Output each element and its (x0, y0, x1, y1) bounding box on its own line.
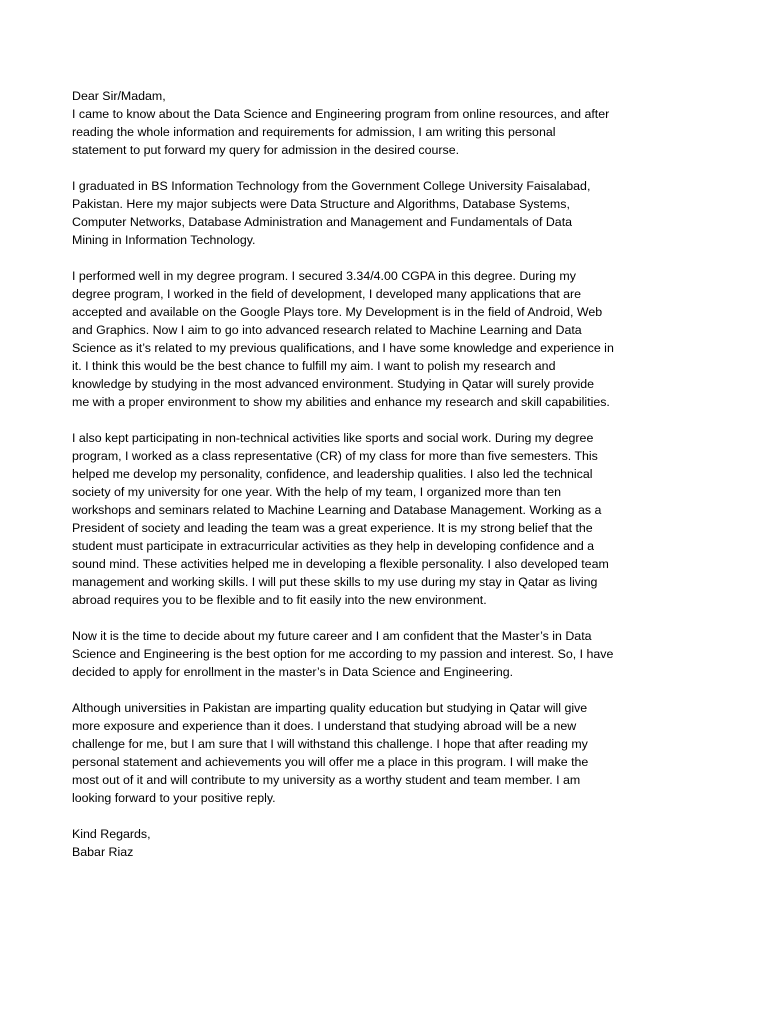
signature-name: Babar Riaz (72, 845, 134, 859)
text-line: reading the whole information and requirements for admission, I am writing this personal (72, 125, 556, 139)
text-line: I graduated in BS Information Technology from the Government College University Faisalabad, (72, 179, 591, 193)
text-line: I came to know about the Data Science and Engineering program from online resources, and after (72, 107, 610, 121)
text-line: it. I think this would be the best chance to fulfill my aim. I want to polish my research and (72, 359, 556, 373)
text-line: program, I worked as a class representative (CR) of my class for more than five semesters. This (72, 449, 598, 463)
text-line: President of society and leading the team was a great experience. It is my strong belief that the (72, 521, 593, 535)
text-line: Mining in Information Technology. (72, 233, 256, 247)
text-line: Although universities in Pakistan are imparting quality education but studying in Qatar will give (72, 701, 588, 715)
text-line: workshops and seminars related to Machine Learning and Database Management. Working as a (72, 503, 602, 517)
text-line: and Graphics. Now I aim to go into advanced research related to Machine Learning and Data (72, 323, 582, 337)
text-line: student must participate in extracurricular activities as they help in developing confidence and a (72, 539, 595, 553)
text-line: me with a proper environment to show my abilities and enhance my research and skill capabilities. (72, 395, 610, 409)
paragraph-career (72, 627, 697, 681)
text-line: looking forward to your positive reply. (72, 791, 276, 805)
text-line: Pakistan. Here my major subjects were Data Structure and Algorithms, Database Systems, (72, 197, 570, 211)
paragraph-education (72, 177, 697, 249)
text-line: sound mind. These activities helped me in developing a flexible personality. I also developed team (72, 557, 609, 571)
paragraph-conclusion (72, 699, 697, 807)
closing: Kind Regards, (72, 827, 151, 841)
text-line: Computer Networks, Database Administration and Management and Fundamentals of Data (72, 215, 573, 229)
text-line: management and working skills. I will put these skills to my use during my stay in Qatar as living (72, 575, 598, 589)
text-line: degree program, I worked in the field of development, I developed many applications that are (72, 287, 582, 301)
text-line: most out of it and will contribute to my university as a worthy student and team member. I am (72, 773, 581, 787)
text-line: decided to apply for enrollment in the master’s in Data Science and Engineering. (72, 665, 514, 679)
text-line: I also kept participating in non-technical activities like sports and social work. During my degree (72, 431, 594, 445)
text-line: abroad requires you to be flexible and to fit easily into the new environment. (72, 593, 487, 607)
paragraph-activities (72, 429, 697, 609)
text-line: Science as it’s related to my previous qualifications, and I have some knowledge and experience in (72, 341, 614, 355)
paragraph-intro (72, 105, 697, 159)
text-line: helped me develop my personality, confidence, and leadership qualities. I also led the technical (72, 467, 593, 481)
salutation: Dear Sir/Madam, (72, 89, 166, 103)
text-line: society of my university for one year. With the help of my team, I organized more than ten (72, 485, 561, 499)
text-line: Now it is the time to decide about my future career and I am confident that the Master’s in Data (72, 629, 592, 643)
text-line: personal statement and achievements you will offer me a place in this program. I will make the (72, 755, 589, 769)
text-line: more exposure and experience than it does. I understand that studying abroad will be a new (72, 719, 577, 733)
text-line: accepted and available on the Google Plays tore. My Development is in the field of Android, Web (72, 305, 603, 319)
paragraph-performance (72, 267, 697, 411)
text-line: I performed well in my degree program. I secured 3.34/4.00 CGPA in this degree. During my (72, 269, 576, 283)
personal-statement-letter (72, 87, 697, 861)
text-line: statement to put forward my query for admission in the desired course. (72, 143, 460, 157)
text-line: challenge for me, but I am sure that I will withstand this challenge. I hope that after reading my (72, 737, 588, 751)
text-line: Science and Engineering is the best option for me according to my passion and interest. So, I have (72, 647, 614, 661)
text-line: knowledge by studying in the most advanced environment. Studying in Qatar will surely provide (72, 377, 595, 391)
